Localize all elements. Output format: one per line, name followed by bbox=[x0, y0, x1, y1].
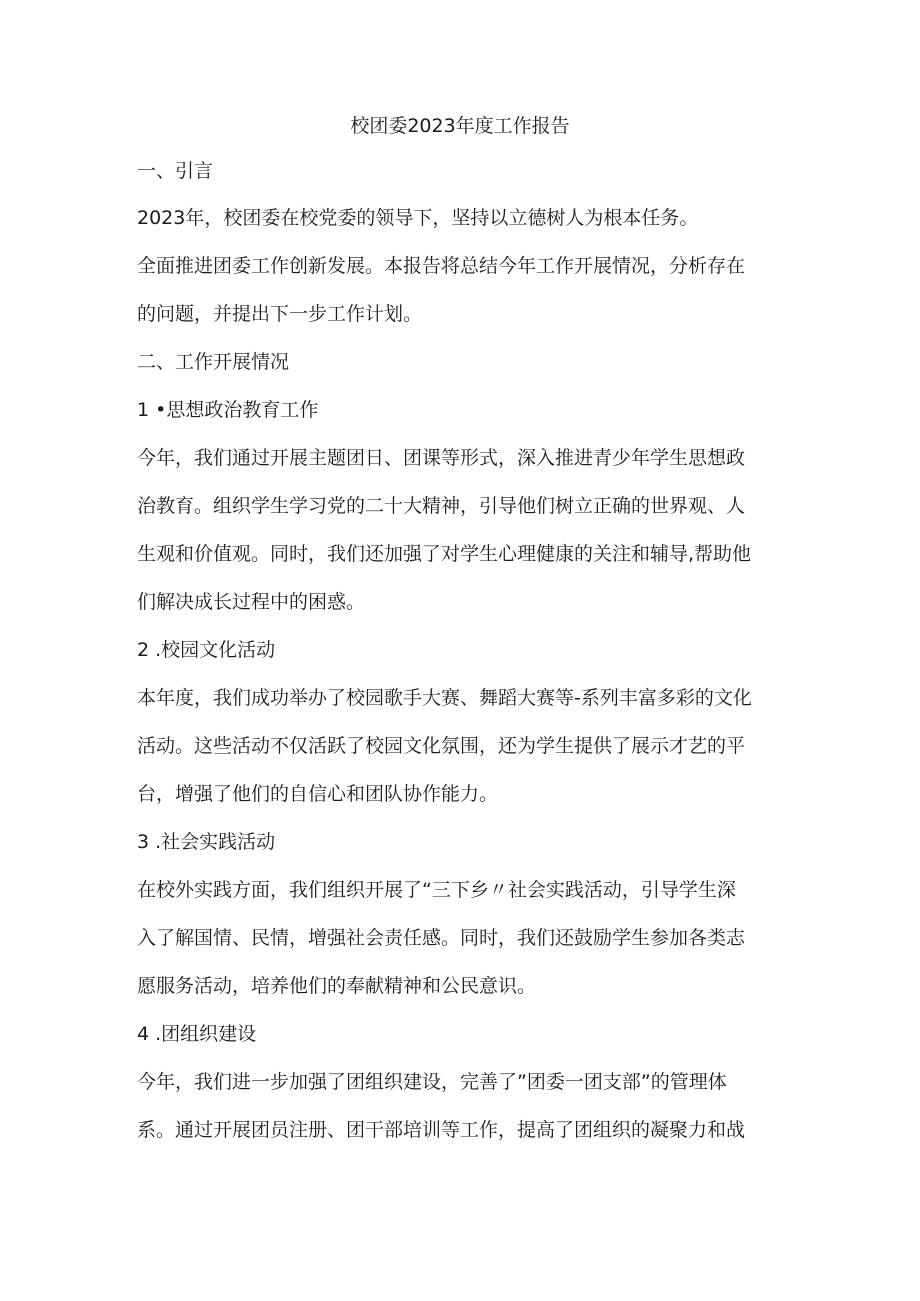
paragraph-line: 今年，我们进一步加强了团组织建设，完善了”团委一团支部”的管理体 bbox=[137, 1071, 727, 1093]
subheading-league-organization: 4 .团组织建设 bbox=[137, 1023, 257, 1045]
paragraph-line: 台，增强了他们的自信心和团队协作能力。 bbox=[137, 783, 499, 805]
paragraph-line: 生观和价值观。同时，我们还加强了对学生心理健康的关注和辅导,帮助他 bbox=[137, 543, 752, 565]
subheading-campus-culture: 2 .校园文化活动 bbox=[137, 639, 276, 661]
heading-introduction: 一、引言 bbox=[137, 160, 214, 182]
paragraph-line: 治教育。组织学生学习党的二十大精神，引导他们树立正确的世界观、人 bbox=[137, 495, 746, 517]
heading-work-progress: 二、工作开展情况 bbox=[137, 351, 290, 373]
paragraph-line: 的问题，并提出下一步工作计划。 bbox=[137, 303, 423, 325]
document-title: 校团委2023年度工作报告 bbox=[350, 115, 570, 137]
paragraph-line: 愿服务活动，培养他们的奉献精神和公民意识。 bbox=[137, 975, 537, 997]
paragraph-line: 今年，我们通过开展主题团日、团课等形式，深入推进青少年学生思想政 bbox=[137, 447, 746, 469]
subheading-ideological-education: 1 •思想政治教育工作 bbox=[137, 399, 319, 421]
paragraph-line: 活动。这些活动不仅活跃了校园文化氛围，还为学生提供了展示才艺的平 bbox=[137, 735, 746, 757]
paragraph-line: 2023年，校团委在校党委的领导下，坚持以立德树人为根本任务。 bbox=[137, 207, 699, 229]
paragraph-line: 全面推进团委工作创新发展。本报告将总结今年工作开展情况，分析存在 bbox=[137, 255, 746, 277]
paragraph-line: 们解决成长过程中的困惑。 bbox=[137, 591, 366, 613]
paragraph-line: 本年度，我们成功举办了校园歌手大赛、舞蹈大赛等-系列丰富多彩的文化 bbox=[137, 687, 752, 709]
paragraph-line: 入了解国情、民情，增强社会责任感。同时，我们还鼓励学生参加各类志 bbox=[137, 927, 746, 949]
paragraph-line: 系。通过开展团员注册、团干部培训等工作，提高了团组织的凝聚力和战 bbox=[137, 1119, 746, 1141]
paragraph-line: 在校外实践方面，我们组织开展了“三下乡〃社会实践活动，引导学生深 bbox=[137, 879, 736, 901]
subheading-social-practice: 3 .社会实践活动 bbox=[137, 831, 276, 853]
